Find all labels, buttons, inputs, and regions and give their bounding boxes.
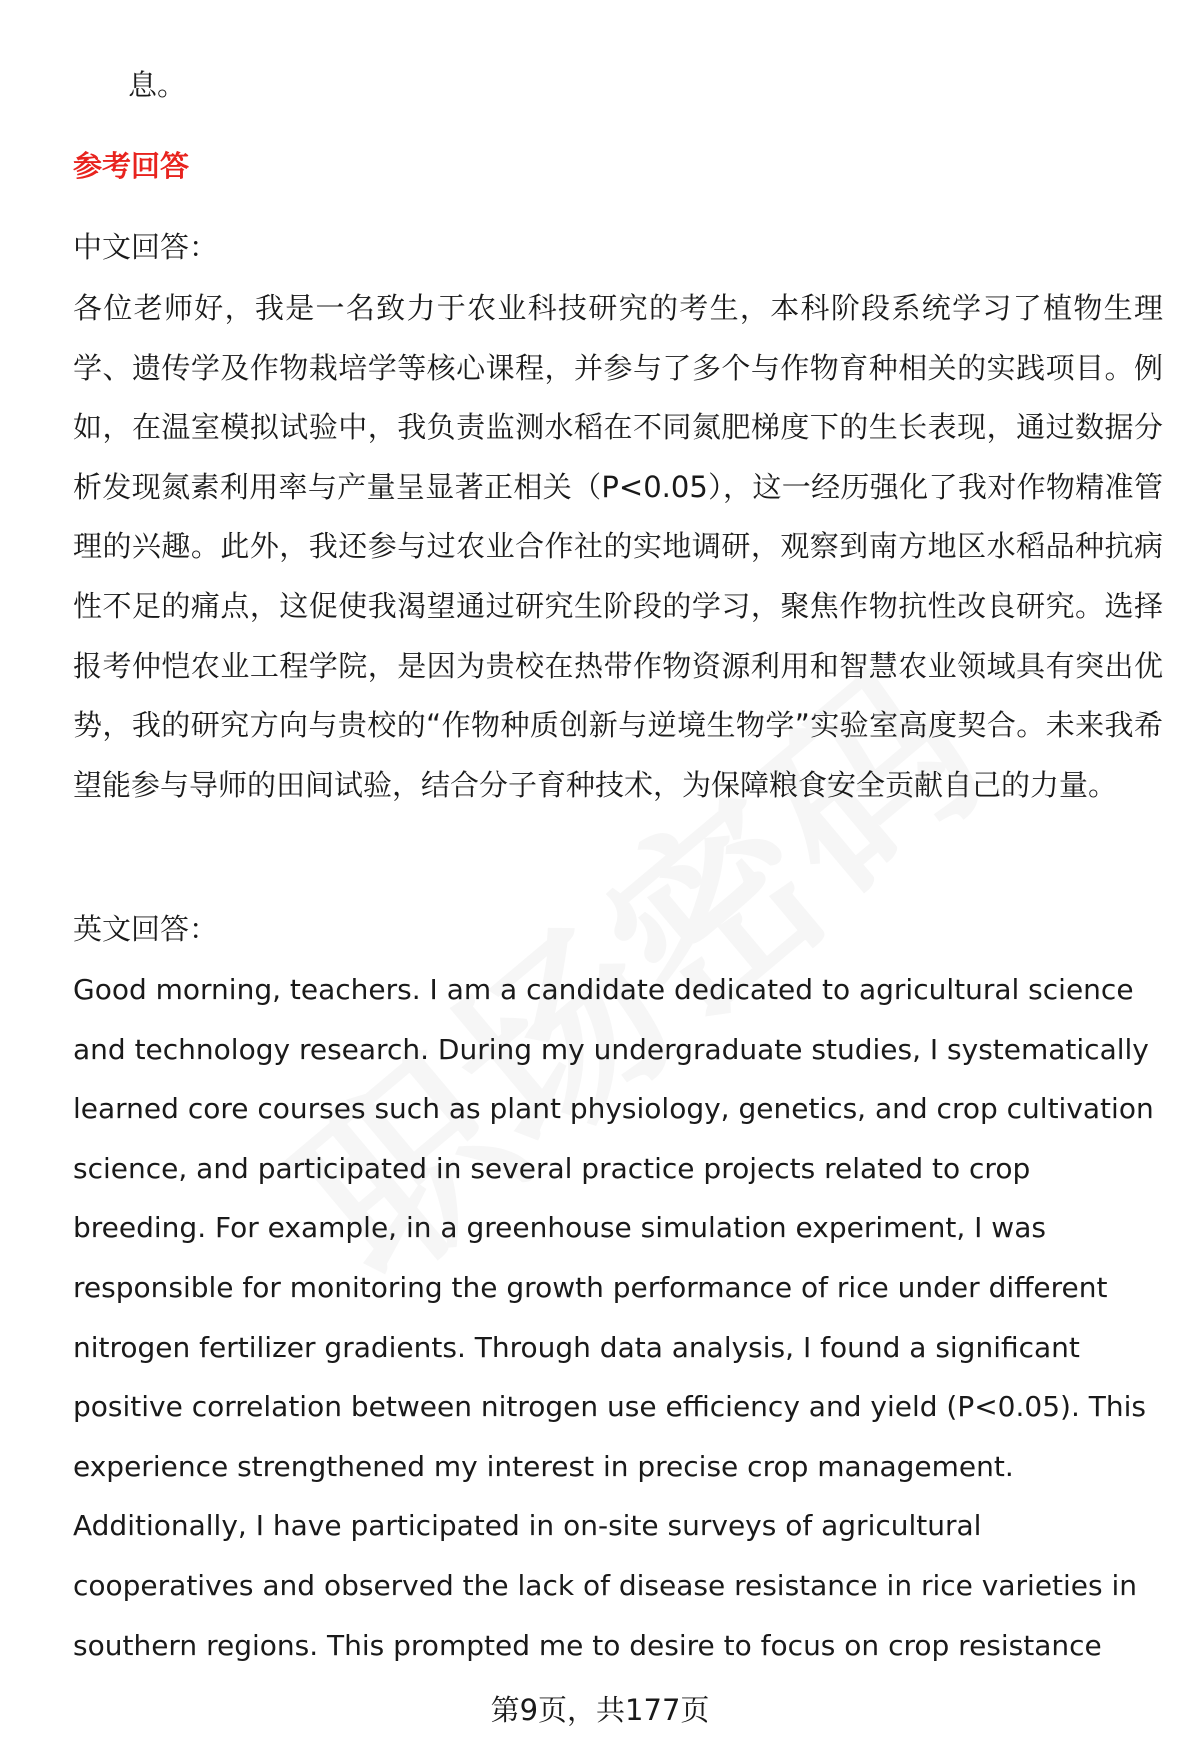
english-answer-label: 英文回答：: [73, 912, 219, 946]
document-page: [73, 0, 1163, 1755]
chinese-answer-text: 各位老师好，我是一名致力于农业科技研究的考生，本科阶段系统学习了植物生理学、遗传学及作物栽培学等核心课程，并参与了多个与作物育种相关的实践项目。例如，在温室模拟试验中，我负责监测水稻在不同氮肥梯度下的生长表现，通过数据分析发现氮素利用率与产量呈显著正相关（P<0.05），这一经历强化了我对作物精准管理的兴趣。此外，我还参与过农业合作社的实地调研，观察到南方地区水稻品种抗病性不足的痛点，这促使我渴望通过研究生阶段的学习，聚焦作物抗性改良研究。选择报考仲恺农业工程学院，是因为贵校在热带作物资源利用和智慧农业领域具有突出优势，我的研究方向与贵校的“作物种质创新与逆境生物学”实验室高度契合。未来我希望能参与导师的田间试验，结合分子育种技术，为保障粮食安全贡献自己的力量。: [73, 291, 1163, 802]
page-number-footer: 第9页，共177页: [490, 1693, 710, 1727]
previous-text-fragment: 息。: [128, 68, 187, 102]
chinese-answer-label: 中文回答：: [73, 230, 219, 264]
english-answer-text: Good morning, teachers. I am a candidate dedicated to agricultural science and technology research. During my undergraduate studies, I systematically learned core courses such as plant physiology, genetics, and crop cultivation science, and participated in several practice projects related to crop breeding. For example, in a greenhouse simulation experiment, I was responsible for monitoring the growth performance of rice under different nitrogen fertilizer gradients. Through data analysis, I found a significant positive correlation between nitrogen use efficiency and yield (P<0.05). This experience strengthened my interest in precise crop management. Additionally, I have participated in on-site surveys of agricultural cooperatives and observed the lack of disease resistance in rice varieties in southern regions. This prompted me to desire to focus on crop resistance: [73, 973, 1154, 1662]
section-heading: 参考回答: [73, 149, 190, 183]
